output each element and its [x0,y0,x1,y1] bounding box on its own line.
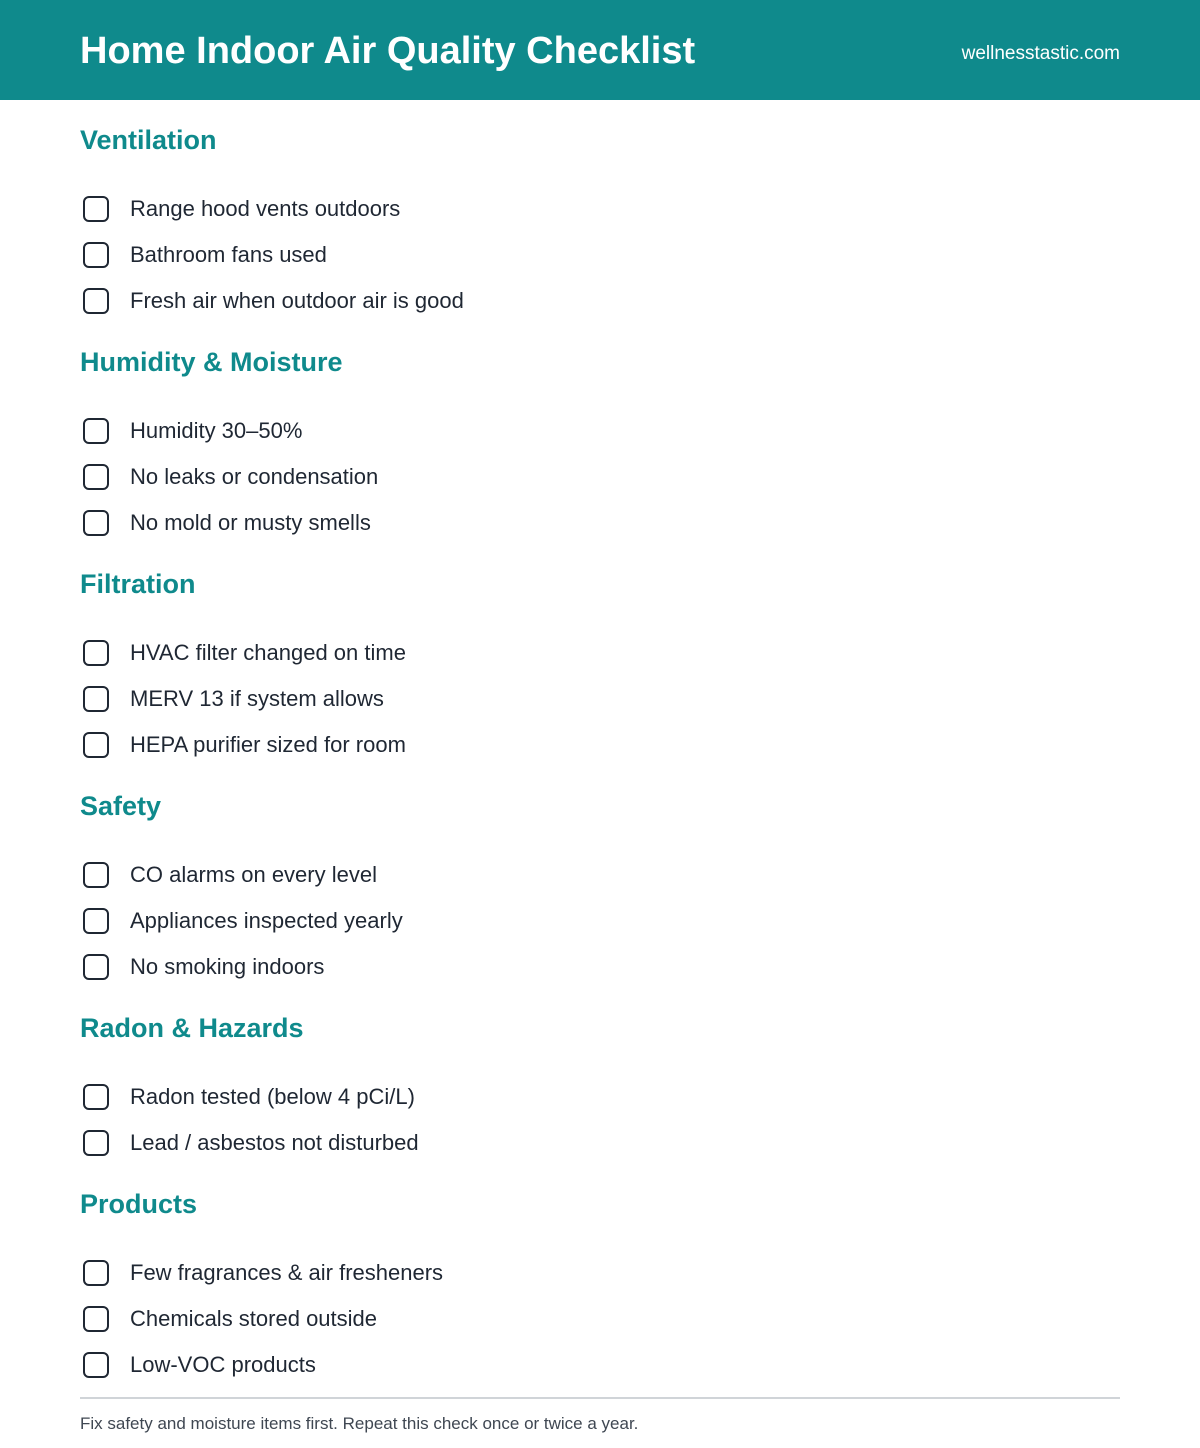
checklist-items [80,1250,1120,1388]
checkbox[interactable] [83,1130,109,1156]
checkbox[interactable] [83,1352,109,1378]
checklist-item-label: Chemicals stored outside [130,1306,378,1331]
section-title: Radon & Hazards [80,1013,304,1043]
checklist-section [80,1010,1120,1166]
checklist-section [80,566,1120,768]
checklist-item-label: Fresh air when outdoor air is good [130,288,464,313]
site-name: wellnesstastic.com [961,43,1120,64]
checklist-item [80,1296,1120,1342]
section-title: Filtration [80,569,196,599]
checkbox[interactable] [83,686,109,712]
checklist-section [80,344,1120,546]
checklist-items [80,408,1120,546]
checklist-item-label: Range hood vents outdoors [130,196,401,221]
checklist-item [80,898,1120,944]
checkbox[interactable] [83,862,109,888]
checklist-item [80,722,1120,768]
footer-note: Fix safety and moisture items first. Repeat this check once or twice a year. [80,1414,639,1433]
checklist-items [80,1074,1120,1166]
checklist-item-label: Few fragrances & air fresheners [130,1260,444,1285]
checklist-item [80,944,1120,990]
section-title: Products [80,1189,198,1219]
checklist-item-label: Humidity 30–50% [130,418,303,443]
checklist-item [80,454,1120,500]
checkbox[interactable] [83,1260,109,1286]
footer-divider [80,1397,1120,1399]
checkbox[interactable] [83,908,109,934]
checklist [80,122,1120,1388]
checklist-item [80,1074,1120,1120]
checkbox[interactable] [83,1084,109,1110]
checkbox[interactable] [83,640,109,666]
section-title: Humidity & Moisture [80,347,343,377]
page-header [0,0,1200,100]
checkbox[interactable] [83,732,109,758]
section-title: Ventilation [80,125,217,155]
checklist-item [80,500,1120,546]
checklist-item [80,1342,1120,1388]
checkbox[interactable] [83,418,109,444]
checklist-item [80,232,1120,278]
checklist-item-label: MERV 13 if system allows [130,686,384,711]
checklist-item [80,278,1120,324]
checklist-item-label: HVAC filter changed on time [130,640,406,665]
section-title: Safety [80,791,162,821]
checklist-section [80,122,1120,324]
checklist-item [80,186,1120,232]
checklist-item [80,1120,1120,1166]
checklist-item [80,1250,1120,1296]
checklist-items [80,630,1120,768]
checkbox[interactable] [83,510,109,536]
checkbox[interactable] [83,242,109,268]
checklist-items [80,852,1120,990]
checklist-item-label: Radon tested (below 4 pCi/L) [130,1084,415,1109]
checklist-item [80,630,1120,676]
checklist-section [80,788,1120,990]
checklist-item [80,852,1120,898]
checkbox[interactable] [83,196,109,222]
checklist-item-label: HEPA purifier sized for room [130,732,406,757]
checkbox[interactable] [83,288,109,314]
page-title: Home Indoor Air Quality Checklist [80,30,696,72]
checklist-item [80,676,1120,722]
checklist-section [80,1186,1120,1388]
checklist-item-label: No mold or musty smells [130,510,371,535]
checklist-item-label: No leaks or condensation [130,464,379,489]
checkbox[interactable] [83,954,109,980]
checklist-item [80,408,1120,454]
checklist-item-label: Appliances inspected yearly [130,908,403,933]
checklist-item-label: CO alarms on every level [130,862,377,887]
checklist-items [80,186,1120,324]
checkbox[interactable] [83,464,109,490]
checkbox[interactable] [83,1306,109,1332]
checklist-item-label: Low-VOC products [130,1352,316,1377]
checklist-item-label: No smoking indoors [130,954,325,979]
checklist-item-label: Bathroom fans used [130,242,327,267]
checklist-item-label: Lead / asbestos not disturbed [130,1130,419,1155]
